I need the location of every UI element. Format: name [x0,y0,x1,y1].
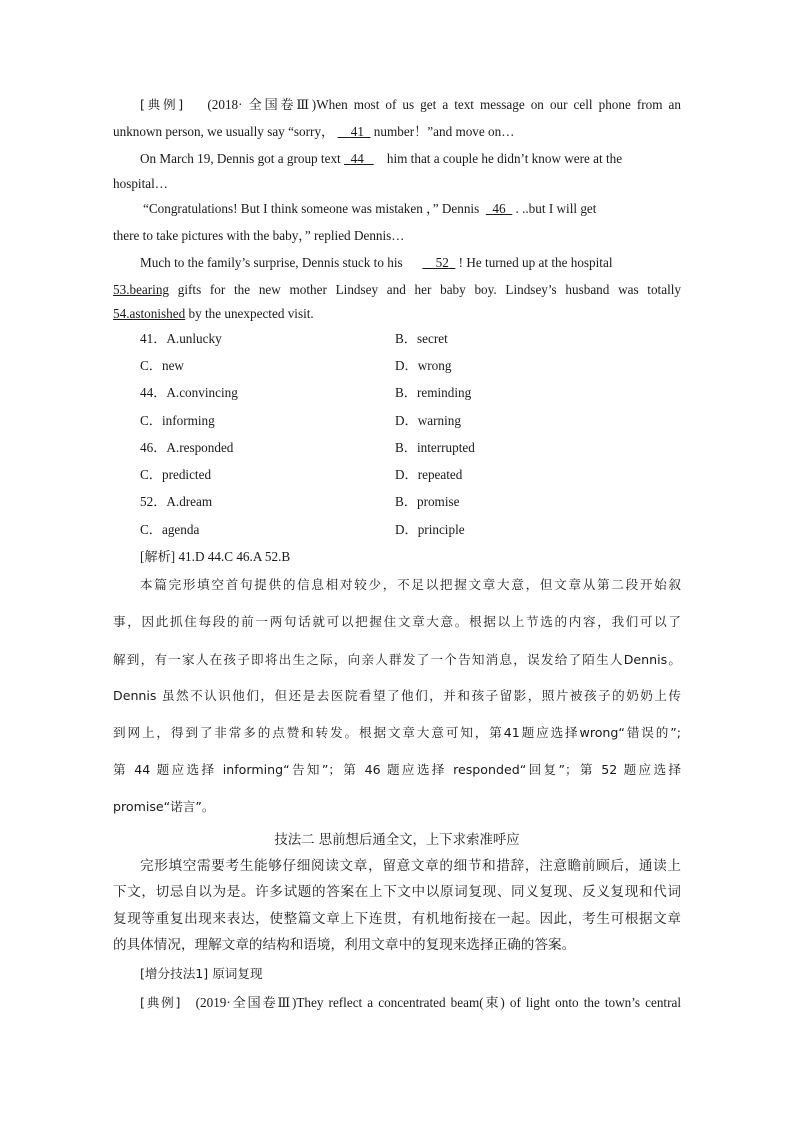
example1-line-1 [140,96,681,114]
analysis-line-7: promise“诺言”。 [113,799,215,814]
option-left: C．informing [140,413,215,428]
option-right: B．interrupted [395,440,475,455]
option-left: C．new [140,358,184,373]
example-source: (2019·全国卷Ⅲ) [195,995,297,1010]
passage-text: They reflect a concentrated beam(束) of light onto the town’s central [296,995,682,1010]
option-right: D．wrong [395,358,452,373]
section2-line-4: 的具体情况，理解文章的结构和语境，利用文章中的复现来选择正确的答案。 [113,937,576,953]
example-tag: [典例] [140,995,181,1010]
skill-subheading: [增分技法1] 原词复现 [140,966,263,981]
option-left: 41．A.unlucky [140,331,222,346]
section2-line-2: 下文，切忌自以为是。许多试题的答案在上下文中以原词复现、同义复现、反义复现和代词 [113,884,681,900]
example1-line-2: unknown person, we usually say “sorry， 41 number！”and move on… [113,124,515,139]
analysis-line-1: 本篇完形填空首句提供的信息相对较少，不足以把握文章大意，但文章从第二段开始叙 [140,577,681,592]
example1-line-4: hospital… [113,176,168,191]
option-left: 46．A.responded [140,440,234,455]
example1-line-3: On March 19, Dennis got a group text 44 him that a couple he didn’t know were at the [140,151,623,166]
example1-line-7: Much to the family’s surprise, Dennis stuck to his 52 ! He turned up at the hospital [140,255,613,270]
option-right: D．repeated [395,467,463,482]
underlined-53: 53.bearing [113,282,170,297]
option-right: D．warning [395,413,461,428]
option-right: B．reminding [395,385,472,400]
option-right: B．secret [395,331,448,346]
option-left: 52．A.dream [140,494,213,509]
blank-44: 44 [350,151,364,166]
example1-line-5: “Congratulations! But I think someone was mistaken ，” Dennis 46 . ..but I will get [143,201,597,216]
passage-text: When most of us get a text message on our cell phone from an [316,97,681,112]
analysis-line-3: 解到，有一家人在孩子即将出生之际，向亲人群发了一个告知消息，误发给了陌生人Dennis。 [113,652,681,667]
analysis-answer: [解析] 41.D 44.C 46.A 52.B [140,549,291,564]
option-left: 44．A.convincing [140,385,238,400]
underlined-54: 54.astonished [113,306,186,321]
section-heading: 技法二 思前想后通全文，上下求索准呼应 [274,833,520,848]
option-left: C．agenda [140,522,200,537]
example1-line-6: there to take pictures with the baby，” replied Dennis… [113,228,405,243]
option-right: B．promise [395,494,460,509]
analysis-line-5: 到网上，得到了非常多的点赞和转发。根据文章大意可知，第41题应选择wrong“错误的”; [113,725,681,740]
section2-line-1: 完形填空需要考生能够仔细阅读文章，留意文章的细节和措辞，注意瞻前顾后，通读上 [140,858,681,874]
analysis-line-2: 事，因此抓住每段的前一两句话就可以把握住文章大意。根据以上节选的内容，我们可以了 [113,614,681,629]
example-tag: [典例] [140,97,184,112]
example1-line-8: 53.bearing gifts for the new mother Lindsey and her baby boy. Lindsey’s husband was totally [113,282,681,297]
analysis-line-6: 第 44 题应选择 informing“告知”；第 46 题应选择 responded“回复”；第 52 题应选择 [113,762,681,777]
example2-line-1 [140,994,681,1012]
analysis-line-4: Dennis 虽然不认识他们，但还是去医院看望了他们，并和孩子留影，照片被孩子的奶奶上传 [113,688,681,703]
blank-41: 41 [350,124,364,139]
example-source: (2018· 全国卷Ⅲ) [207,97,317,112]
example1-line-9: 54.astonished by the unexpected visit. [113,306,314,321]
option-left: C．predicted [140,467,212,482]
blank-52: 52 [435,255,449,270]
section2-line-3: 复现等重复出现来表达，使整篇文章上下连贯，有机地衔接在一起。因此，考生可根据文章 [113,911,681,927]
blank-46: 46 [492,201,506,216]
option-right: D．principle [395,522,465,537]
